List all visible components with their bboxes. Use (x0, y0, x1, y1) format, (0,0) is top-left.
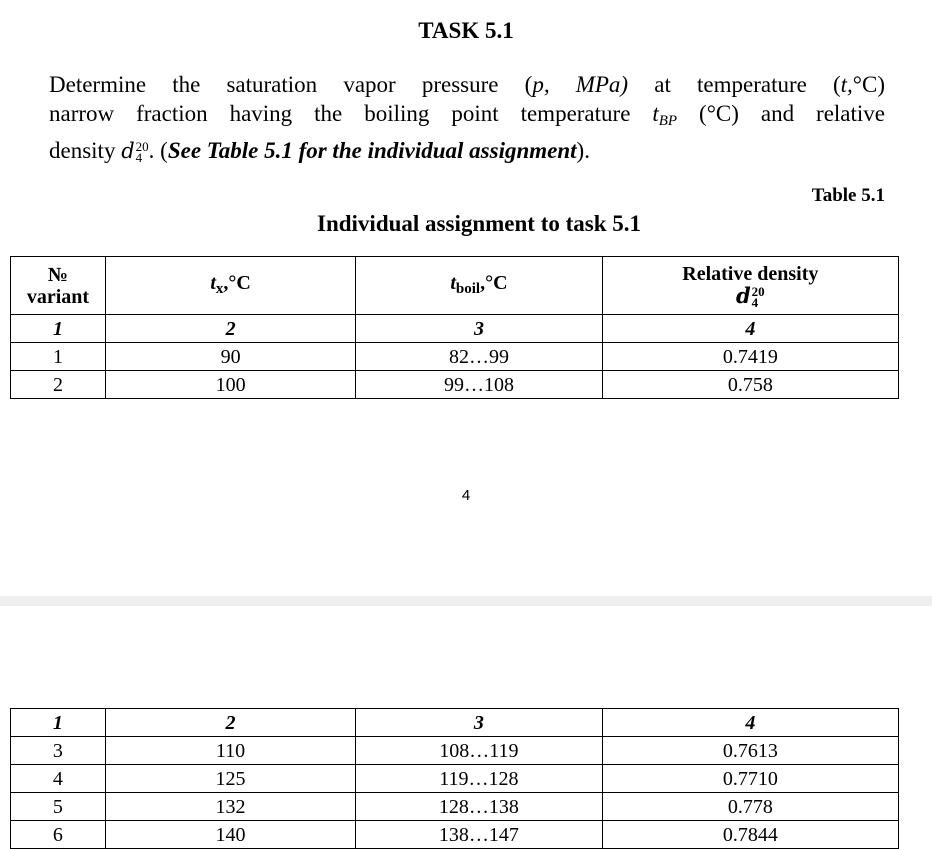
task-paragraph (49, 70, 885, 166)
header-tx: $t_x,^\circ C$ (105, 257, 355, 315)
page-separator (0, 596, 932, 606)
table-row: 4 125 119…128 0.7710 (11, 765, 899, 793)
column-number-row: 1 2 3 4 (11, 315, 899, 343)
paragraph-line-2: narrow fraction having the boiling point temperature $t_{BP}$ (°C) and relative (49, 101, 886, 129)
paragraph-line-1: Determine the saturation vapor pressure (p, MPa) at temperature (t,°C) (49, 72, 885, 97)
table-header-row (11, 257, 899, 315)
density-symbol: d (121, 139, 135, 163)
column-number-row: 1 2 3 4 (11, 709, 899, 737)
assignment-table (10, 256, 899, 399)
header-density: Relative density d 20 4 (602, 257, 898, 315)
page-number: 4 (461, 487, 471, 504)
table-row: 2 100 99…108 0.758 (11, 371, 899, 399)
task-title: TASK 5.1 (418, 18, 514, 43)
table-label: Table 5.1 (811, 185, 885, 206)
table-row: 5 132 128…138 0.778 (11, 793, 899, 821)
table-row: 6 140 138…147 0.7844 (11, 821, 899, 849)
table-row: 1 90 82…99 0.7419 (11, 343, 899, 371)
assignment-table-continued (10, 708, 899, 849)
document-page-2 (0, 606, 932, 844)
header-tboil: $t_{boil},^\circ C$ (356, 257, 602, 315)
paragraph-line-3: density d 20 4 . (See Table 5.1 for the individual assignment). (49, 138, 590, 165)
header-variant: № variant (11, 257, 106, 315)
table-row: 3 110 108…119 0.7613 (11, 737, 899, 765)
table-caption: Individual assignment to task 5.1 (317, 211, 641, 236)
